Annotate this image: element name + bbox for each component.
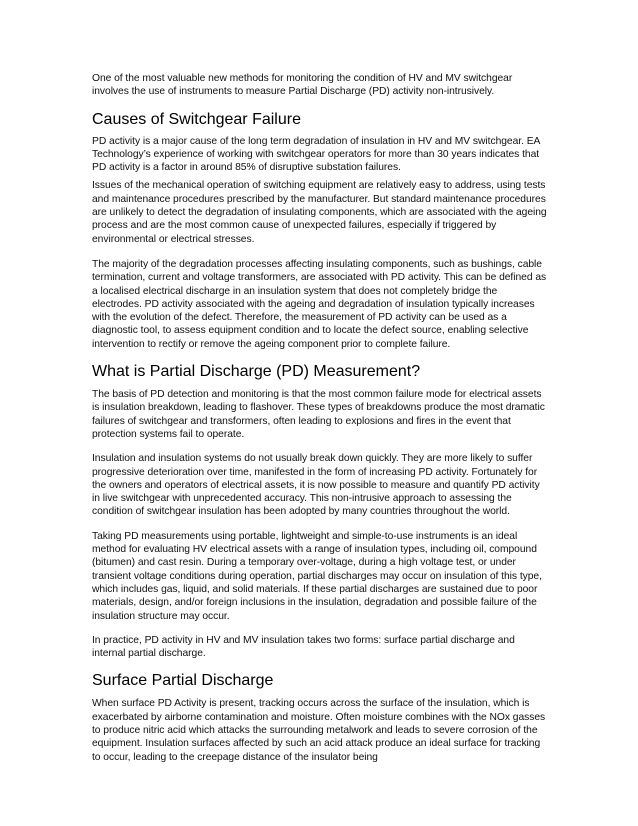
paragraph: Issues of the mechanical operation of switching equipment are relatively easy to address, using tests and maintenance procedures prescribed by the manufacturer. But standard maintenance procedures are unlikely to detect the degradation of insulating components, which are associated with the ageing process and are the most common cause of unexpected failures, especially if triggered by environmental or electrical stresses. — [92, 180, 547, 245]
paragraph: Taking PD measurements using portable, lightweight and simple-to-use instruments is an ideal method for evaluating HV electrical assets with a range of insulation types, including oil, compound (bitumen) and cast resin. During a temporary over-voltage, during a high voltage test, or under transient voltage conditions during operation, partial discharges may occur on insulation of this type, which includes gas, liquid, and solid materials. If these partial discharges are sustained due to poor materials, design, and/or foreign inclusions in the insulation, degradation and possible failure of the insulation structure may occur. — [92, 530, 542, 622]
section-heading-causes: Causes of Switchgear Failure — [92, 110, 301, 128]
paragraph: Insulation and insulation systems do not usually break down quickly. They are more likely to suffer progressive deterioration over time, manifested in the form of increasing PD activity. Fortunately for the owners and operators of electrical assets, it is now possible to measure and quantify PD activity in live switchgear with unprecedented accuracy. This non-intrusive approach to assessing the condition of switchgear insulation has been adopted by many countries throughout the world. — [92, 453, 540, 518]
paragraph: The majority of the degradation processes affecting insulating components, such as bushings, cable termination, current and voltage transformers, are associated with PD activity. This can be defined as a localised electrical discharge in an insulation system that does not completely bridge the electrodes. PD activity associated with the ageing and degradation of insulation typically increases with the evolution of the defect. Therefore, the measurement of PD activity can be used as a diagnostic tool, to assess equipment condition and to locate the defect source, enabling selective intervention to rectify or remove the ageing component prior to complete failure. — [92, 258, 547, 350]
document-page — [92, 72, 548, 764]
section-heading-surface-pd: Surface Partial Discharge — [92, 672, 274, 690]
intro-paragraph: One of the most valuable new methods for monitoring the condition of HV and MV switchgear involves the use of instruments to measure Partial Discharge (PD) activity non-intrusively. — [92, 73, 513, 98]
paragraph: In practice, PD activity in HV and MV insulation takes two forms: surface partial discharge and internal partial discharge. — [92, 634, 515, 660]
paragraph: The basis of PD detection and monitoring is that the most common failure mode for electrical assets is insulation breakdown, leading to flashover. These types of breakdowns produce the most dramatic failures of switchgear and transformers, often leading to explosions and fires in the event that protection systems fail to operate. — [92, 389, 545, 440]
section-heading-pd-measurement: What is Partial Discharge (PD) Measurement? — [92, 363, 421, 381]
paragraph: When surface PD Activity is present, tracking occurs across the surface of the insulation, which is exacerbated by airborne contamination and moisture. Often moisture combines with the NOx gasses to produce nitric acid which attacks the surrounding metalwork and leads to severe corrosion of the equipment. Insulation surfaces affected by such an acid attack produce an ideal surface for tracking to occur, leading to the creepage distance of the insulator being — [92, 698, 546, 763]
paragraph: PD activity is a major cause of the long term degradation of insulation in HV and MV switchgear. EA Technology’s experience of working with switchgear operators for more than 30 years indicates that PD activity is a factor in around 85% of disruptive substation failures. — [92, 135, 540, 174]
